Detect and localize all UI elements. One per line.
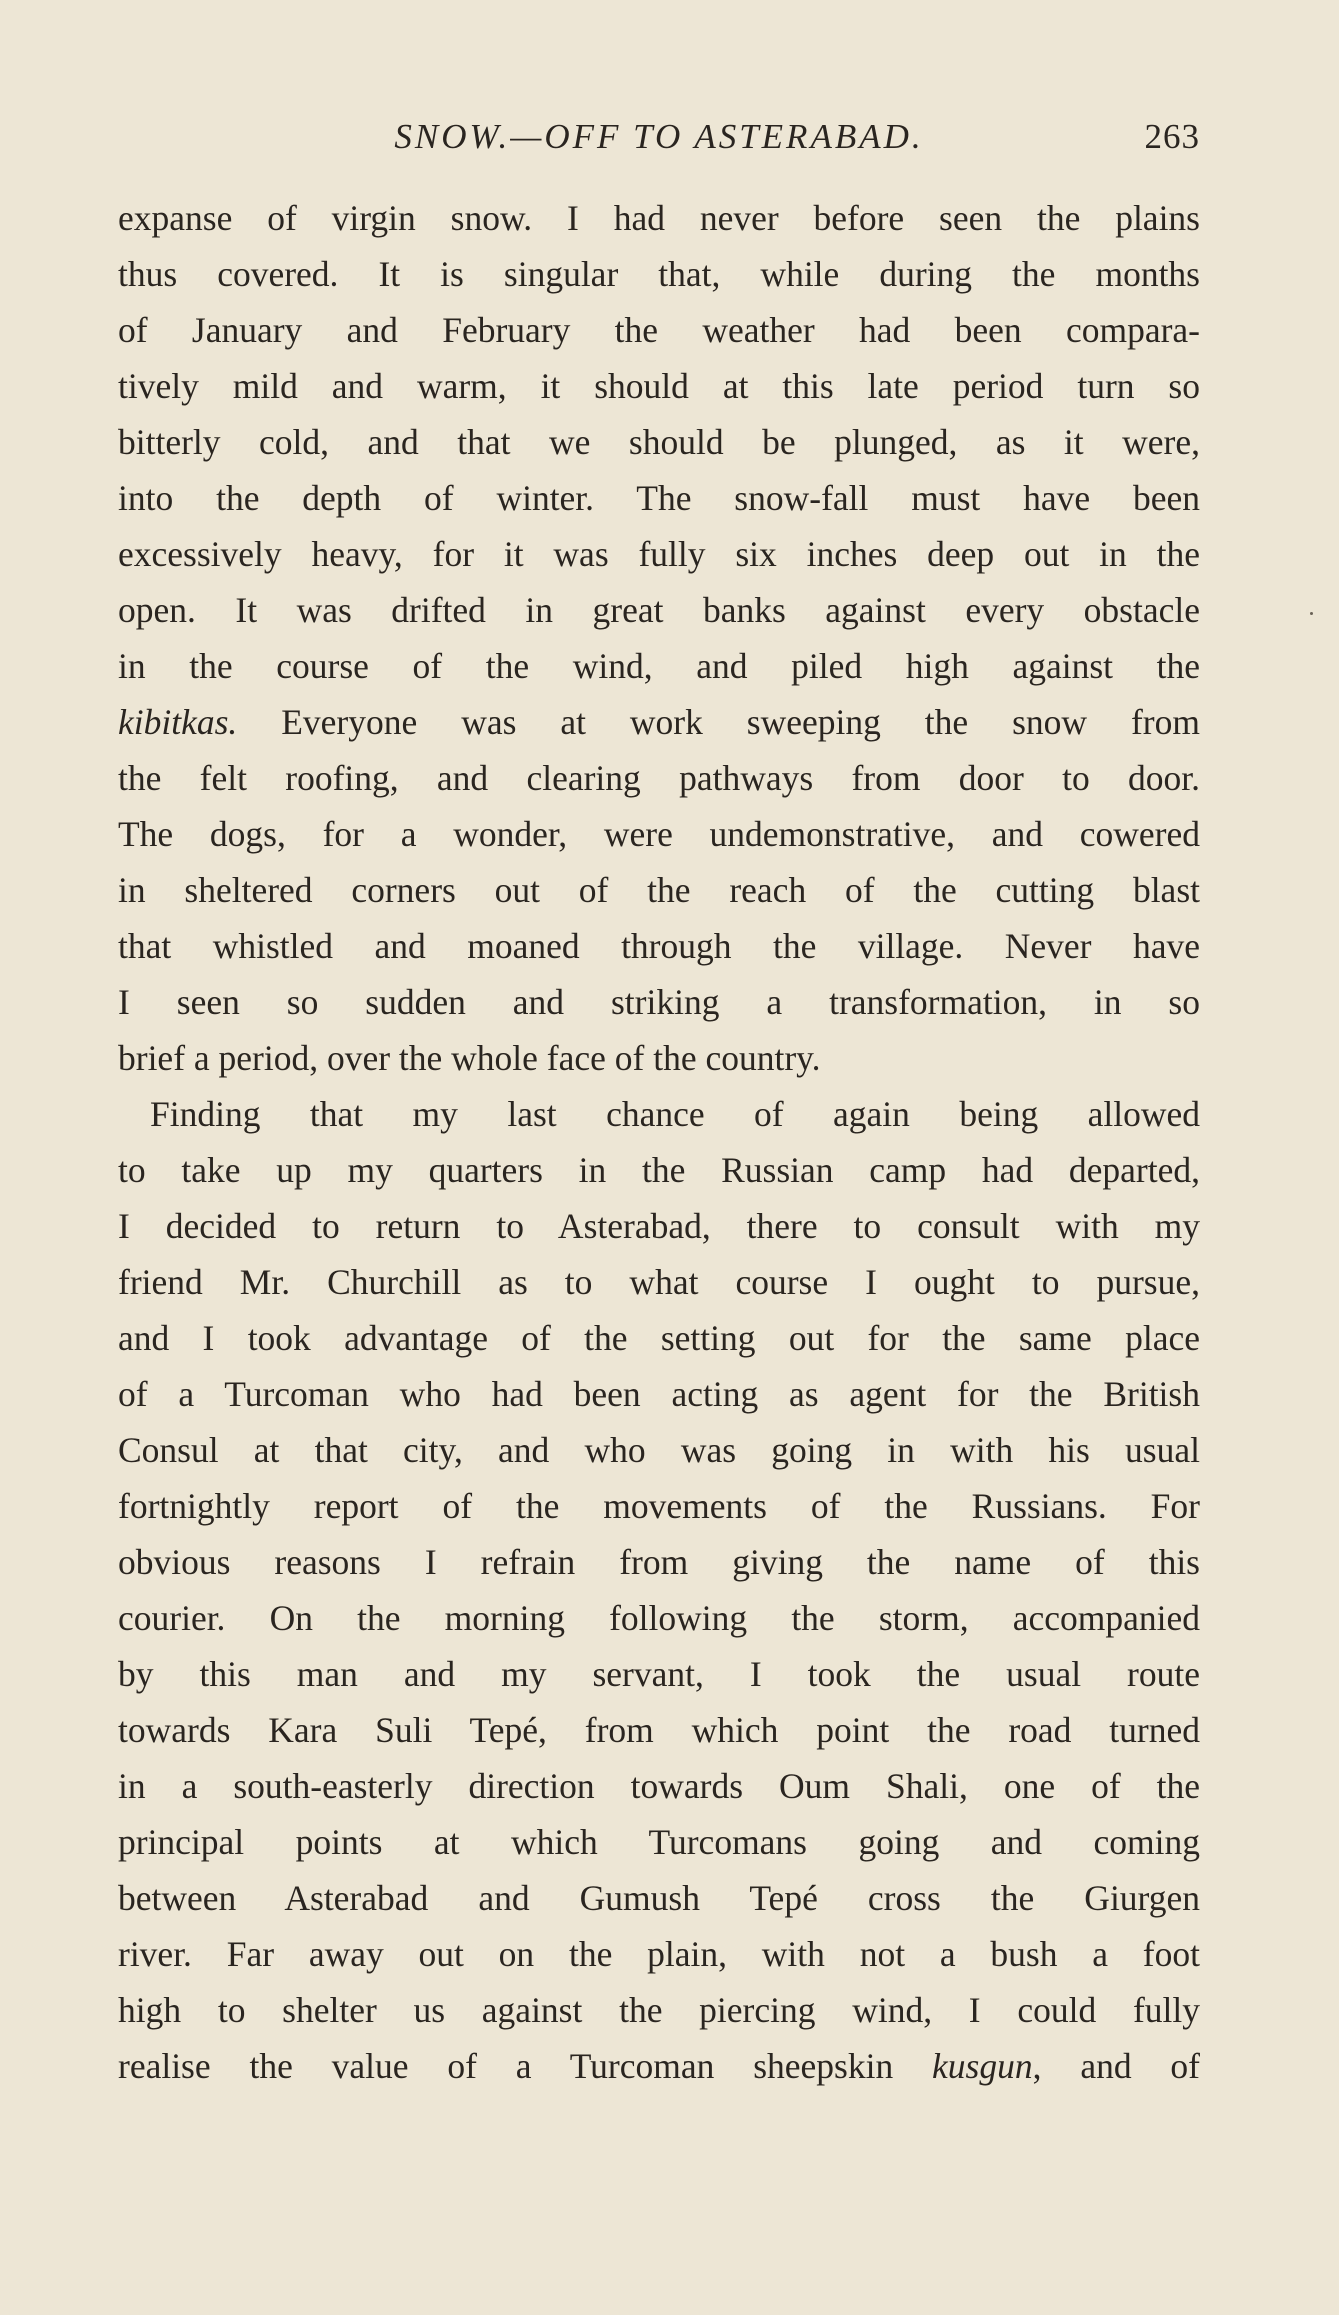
italic-term-kibitkas: kibitkas. bbox=[118, 702, 238, 742]
line-remainder: Everyone was at work sweeping the snow from bbox=[281, 702, 1200, 742]
text-line: in sheltered corners out of the reach of the cutting blast bbox=[118, 870, 1200, 910]
text-line: Consul at that city, and who was going in with his usual bbox=[118, 1430, 1200, 1470]
text-line: courier. On the morning following the storm, accompanied bbox=[118, 1598, 1200, 1638]
text-line: The dogs, for a wonder, were undemonstrative, and cowered bbox=[118, 814, 1200, 854]
body-text bbox=[118, 190, 1200, 2094]
text-line: bitterly cold, and that we should be plunged, as it were, bbox=[118, 422, 1200, 462]
text-line: of January and February the weather had been compara- bbox=[118, 310, 1200, 350]
text-line: to take up my quarters in the Russian camp had departed, bbox=[118, 1150, 1200, 1190]
text-line: between Asterabad and Gumush Tepé cross the Giurgen bbox=[118, 1878, 1200, 1918]
text-line: the felt roofing, and clearing pathways from door to door. bbox=[118, 758, 1200, 798]
line-start: realise the value of a Turcoman sheepskin bbox=[118, 2046, 894, 2086]
text-line: in a south-easterly direction towards Oum Shali, one of the bbox=[118, 1766, 1200, 1806]
paper-speck bbox=[1310, 612, 1313, 615]
text-line: I decided to return to Asterabad, there to consult with my bbox=[118, 1206, 1200, 1246]
text-line-with-italic bbox=[118, 694, 1200, 750]
text-line: expanse of virgin snow. I had never before seen the plains bbox=[118, 198, 1200, 238]
text-line: fortnightly report of the movements of the Russians. For bbox=[118, 1486, 1200, 1526]
page-number: 263 bbox=[1144, 117, 1200, 156]
text-line: that whistled and moaned through the village. Never have bbox=[118, 926, 1200, 966]
italic-term-kusgun: kusgun bbox=[932, 2046, 1033, 2086]
text-line: and I took advantage of the setting out for the same place bbox=[118, 1318, 1200, 1358]
text-line-with-italic bbox=[118, 2038, 1200, 2094]
text-line: excessively heavy, for it was fully six inches deep out in the bbox=[118, 534, 1200, 574]
text-line: towards Kara Suli Tepé, from which point the road turned bbox=[118, 1710, 1200, 1750]
text-line: I seen so sudden and striking a transformation, in so bbox=[118, 982, 1200, 1022]
paragraph-start-line: Finding that my last chance of again being allowed bbox=[150, 1094, 1200, 1134]
running-head bbox=[118, 112, 1200, 162]
text-line: thus covered. It is singular that, while during the months bbox=[118, 254, 1200, 294]
text-line: river. Far away out on the plain, with not a bush a foot bbox=[118, 1934, 1200, 1974]
text-line: tively mild and warm, it should at this late period turn so bbox=[118, 366, 1200, 406]
text-line: obvious reasons I refrain from giving the name of this bbox=[118, 1542, 1200, 1582]
text-line: friend Mr. Churchill as to what course I ought to pursue, bbox=[118, 1262, 1200, 1302]
text-line: high to shelter us against the piercing wind, I could fully bbox=[118, 1990, 1200, 2030]
paragraph-end-line: brief a period, over the whole face of the country. bbox=[118, 1038, 821, 1078]
text-line: principal points at which Turcomans going and coming bbox=[118, 1822, 1200, 1862]
text-line: open. It was drifted in great banks against every obstacle bbox=[118, 590, 1200, 630]
text-line: into the depth of winter. The snow-fall must have been bbox=[118, 478, 1200, 518]
line-end: , and of bbox=[1032, 2046, 1200, 2086]
text-line: of a Turcoman who had been acting as agent for the British bbox=[118, 1374, 1200, 1414]
running-title: SNOW.—OFF TO ASTERABAD. bbox=[394, 117, 924, 156]
text-line: in the course of the wind, and piled high against the bbox=[118, 646, 1200, 686]
text-line: by this man and my servant, I took the usual route bbox=[118, 1654, 1200, 1694]
